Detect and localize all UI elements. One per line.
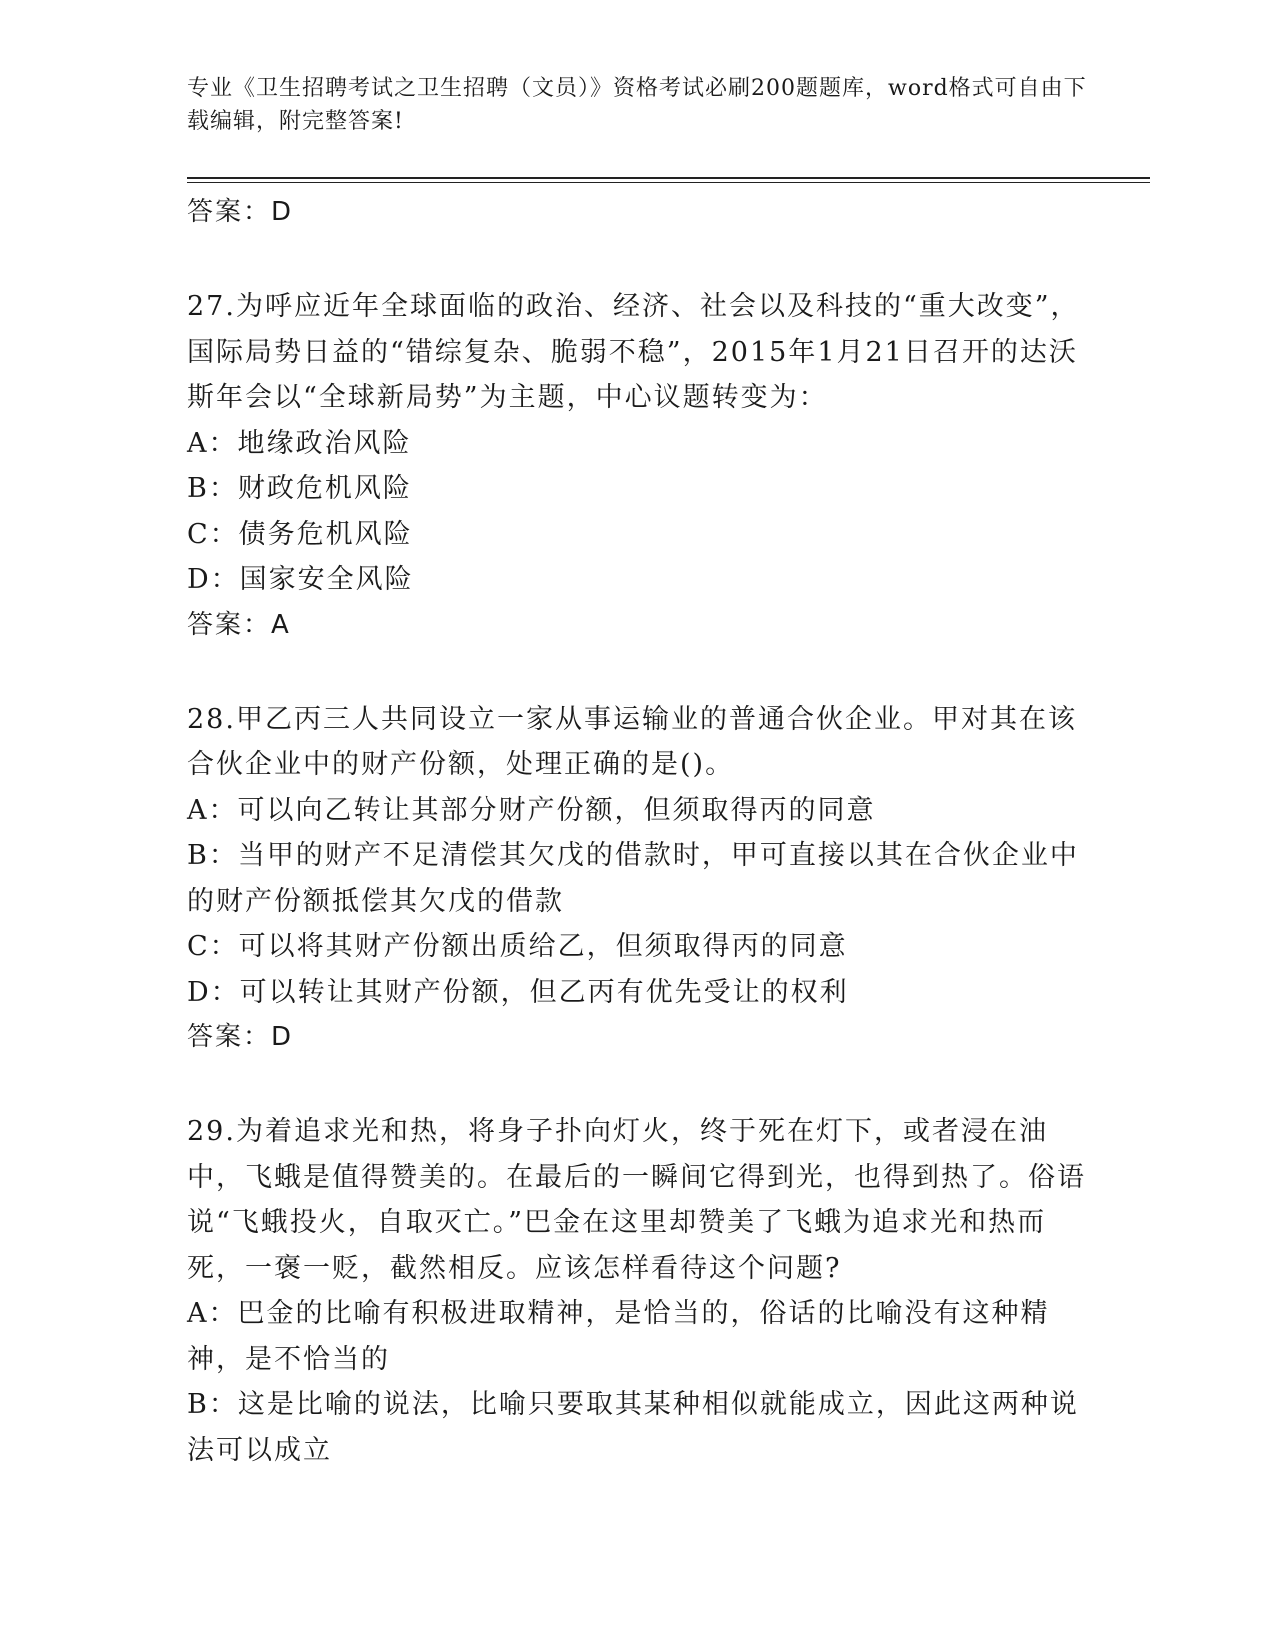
option-b: B：财政危机风险 <box>187 473 412 504</box>
question-27 <box>187 284 1087 647</box>
option-a: A：可以向乙转让其部分财产份额，但须取得丙的同意 <box>187 794 876 826</box>
answer-line: 答案：D <box>187 1022 294 1052</box>
header-divider <box>187 177 1150 179</box>
question-stem: 29.为着追求光和热，将身子扑向灯火，终于死在灯下，或者浸在油中，飞蛾是值得赞美的。在最后的一瞬间它得到光，也得到热了。俗语说“飞蛾投火，自取灭亡。”巴金在这里却赞美了飞蛾为追求光和热而死，一褒一贬，截然相反。应该怎样看待这个问题? <box>187 1116 1086 1284</box>
header-divider-thin <box>187 182 1150 183</box>
document-body <box>187 190 1087 1473</box>
option-d: D：可以转让其财产份额，但乙丙有优先受让的权利 <box>187 976 849 1008</box>
question-stem: 27.为呼应近年全球面临的政治、经济、社会以及科技的“重大改变”，国际局势日益的“错综复杂、脆弱不稳”，2015年1月21日召开的达沃斯年会以“全球新局势”为主题，中心议题转变为： <box>187 291 1080 413</box>
question-stem: 28.甲乙丙三人共同设立一家从事运输业的普通合伙企业。甲对其在该合伙企业中的财产份额，处理正确的是()。 <box>187 703 1077 780</box>
page-header <box>187 72 1087 138</box>
option-a: A：巴金的比喻有积极进取精神，是恰当的，俗话的比喻没有这种精神，是不恰当的 <box>187 1298 1050 1375</box>
option-c: C：债务危机风险 <box>187 518 413 550</box>
option-d: D：国家安全风险 <box>187 564 414 595</box>
question-29 <box>187 1109 1087 1473</box>
header-title: 专业《卫生招聘考试之卫生招聘（文员）》资格考试必刷200题题库，word格式可自由下载编辑，附完整答案! <box>187 76 1087 134</box>
option-b: B：当甲的财产不足清偿其欠戊的借款时，甲可直接以其在合伙企业中的财产份额抵偿其欠戊的借款 <box>187 840 1079 917</box>
answer-line: 答案：D <box>187 197 294 227</box>
option-a: A：地缘政治风险 <box>187 427 412 459</box>
question-28 <box>187 697 1087 1060</box>
answer-line: 答案：A <box>187 609 291 640</box>
option-b: B：这是比喻的说法，比喻只要取其某种相似就能成立，因此这两种说法可以成立 <box>187 1389 1079 1466</box>
option-c: C：可以将其财产份额出质给乙，但须取得丙的同意 <box>187 931 848 962</box>
